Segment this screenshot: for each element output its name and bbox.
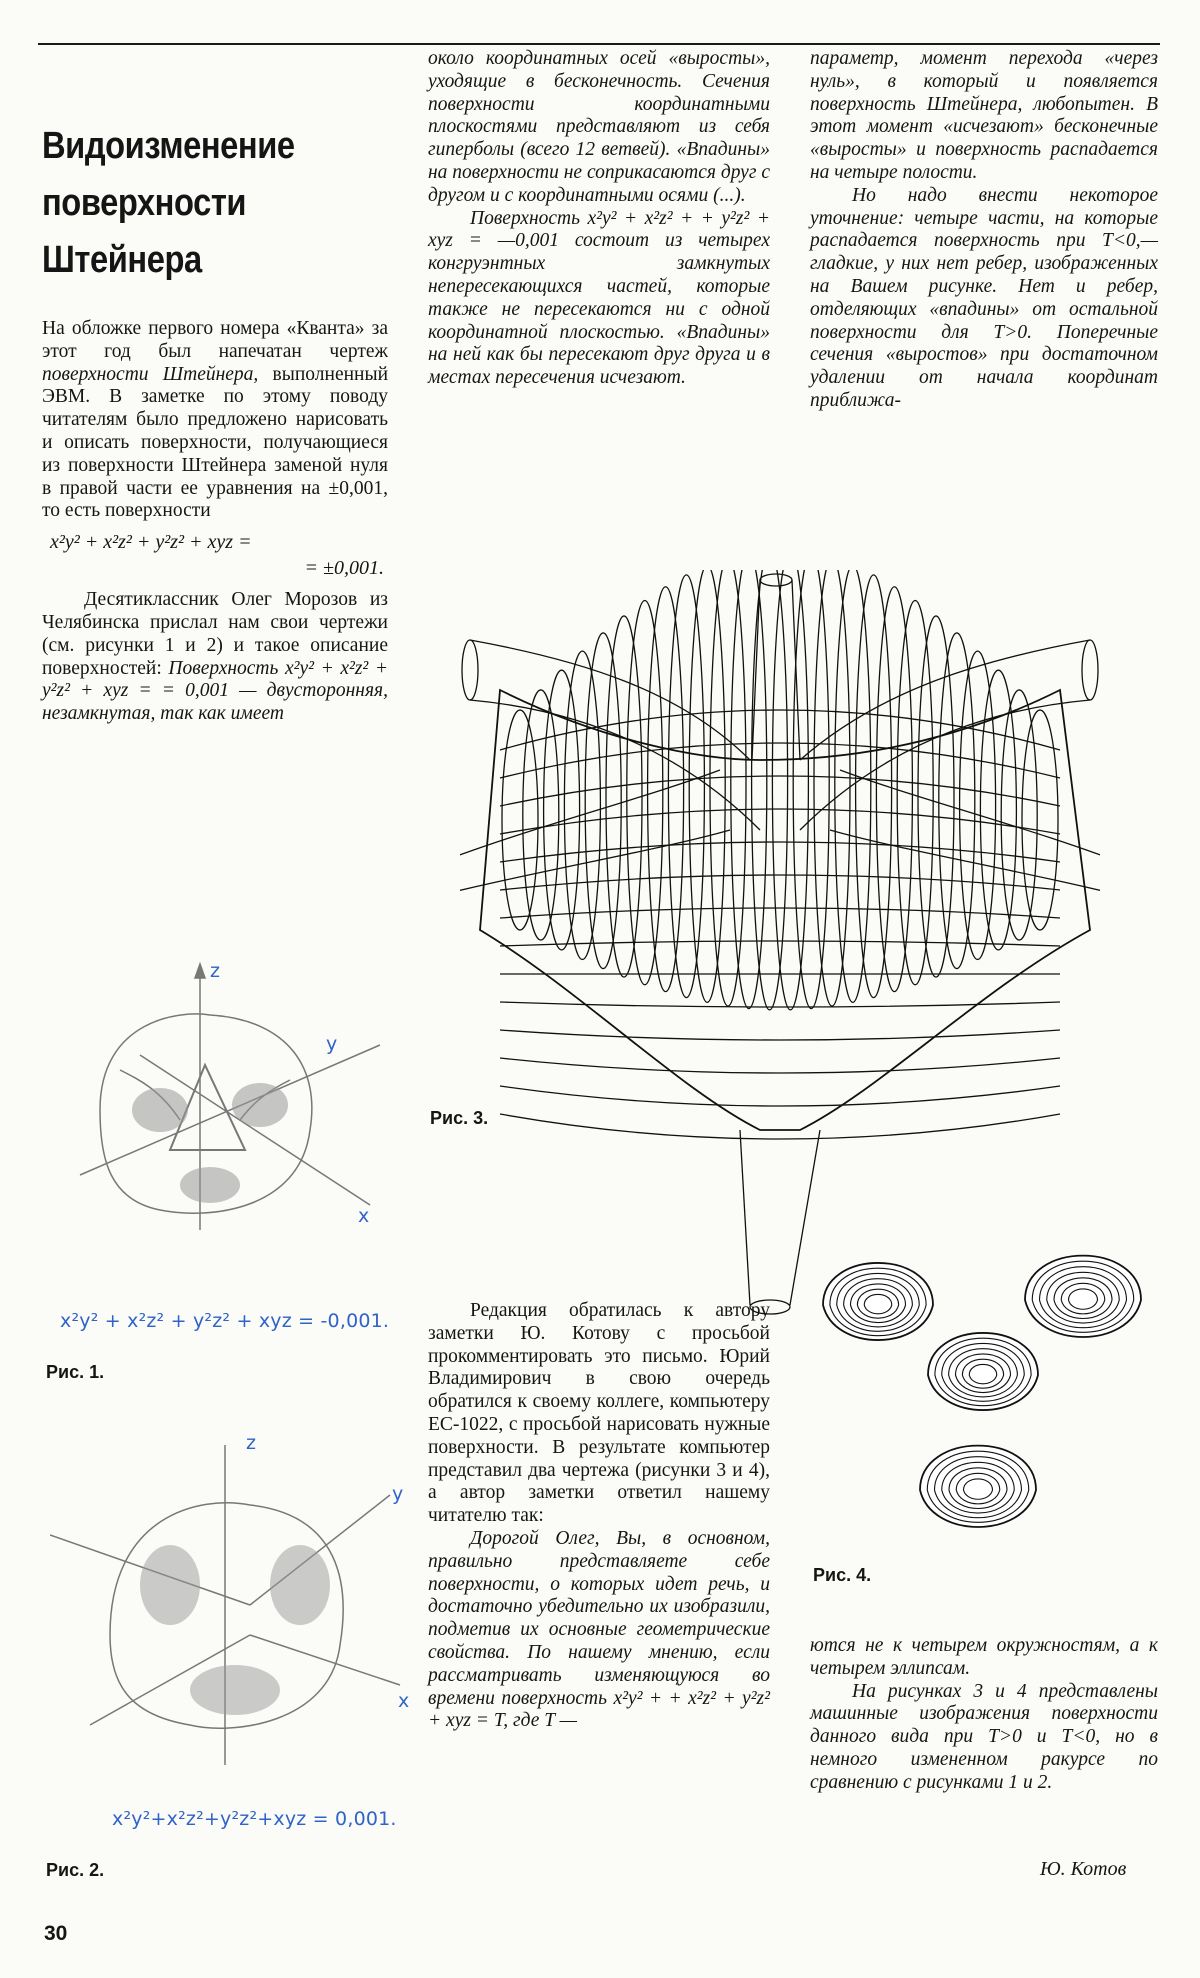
- fig1-axis-z-label: z: [210, 960, 221, 982]
- fig2-caption: Рис. 2.: [46, 1860, 105, 1880]
- fig2-equation: x²y²+x²z²+y²z²+xyz = 0,001.: [112, 1808, 397, 1830]
- column-3-bottom: [810, 1635, 1158, 1795]
- col1-p2-text: Десятиклассник Олег Морозов из Челябинска прислал нам свои чертежи (см. рисунки 1 и 2) и такое описание поверхностей:: [42, 589, 388, 679]
- column-1: [42, 318, 388, 726]
- col1-p1-italic: поверхности Штейнера,: [42, 363, 259, 385]
- col2-paragraph-3: Редакция обратилась к автору заметки Ю. Котову с просьбой прокомментировать это письмо. Юрий Владимирович в свою очередь обратился к своему коллеге, компьютеру ЕС-1022, с просьбой нарисовать нужные поверхности. В результате компьютер представил два чертежа (рисунки 3 и 4), а автор заметки ответил нашему читателю так:: [428, 1300, 770, 1527]
- fig2-axis-z-label: z: [246, 1432, 257, 1454]
- col2-paragraph-1: около координатных осей «выросты», уходящие в бесконечность. Сечения поверхности координатными плоскостями представляют из себя гиперболы (всего 12 ветвей). «Впадины» на поверхности не соприкасаются друг с другом и с координатными осями (...).: [428, 48, 770, 206]
- author-signature: Ю. Котов: [1040, 1858, 1127, 1880]
- figure-2-sketch: [50, 1435, 410, 1785]
- col2-paragraph-4: Дорогой Олег, Вы, в основном, правильно представляете себе поверхности, о которых идет речь, и достаточно убедительно их изобразили, подметив их основные геометрические свойства. По нашему мнению, если рассматривать изменяющуюся во времени поверхность x²y² + + x²z² + y²z² + xyz = T, где T —: [428, 1527, 770, 1732]
- fig1-axis-y-label: y: [326, 1033, 338, 1055]
- fig4-caption: Рис. 4.: [813, 1565, 872, 1585]
- fig3-caption: Рис. 3.: [430, 1108, 489, 1128]
- column-2-bottom: [428, 1300, 770, 1733]
- formula-block: [50, 529, 388, 581]
- fig1-equation: x²y² + x²z² + y²z² + xyz = -0,001.: [60, 1310, 390, 1332]
- figure-1-sketch: [60, 960, 400, 1250]
- fig1-caption: Рис. 1.: [46, 1362, 105, 1382]
- figure-3-drawing: [460, 570, 1100, 1320]
- top-rule: [38, 43, 1160, 45]
- col3-paragraph-1: параметр, момент перехода «через нуль», в который и появляется поверхность Штейнера, любопытен. В этот момент «исчезают» бесконечные «выросты» и поверхность распадается на четыре полости.: [810, 48, 1158, 183]
- col1-p1-text: На обложке первого номера «Кванта» за этот год был напечатан чертеж: [42, 318, 388, 362]
- col3-paragraph-2: Но надо внести некоторое уточнение: четыре части, на которые распадается поверхность при T<0,— гладкие, у них нет ребер, изображенных на Вашем рисунке. Нет и ребер, отделяющих «впадины» от остальной поверхности для T>0. Поперечные сечения «выростов» при достаточном удалении от начала координат приближа-: [810, 184, 1158, 411]
- col1-paragraph-1: [42, 318, 388, 523]
- article-title: Видоизменение поверхности Штейнера: [42, 125, 295, 281]
- formula-line-1: x²y² + x²z² + y²z² + xyz =: [50, 531, 252, 554]
- col1-paragraph-2: [42, 589, 388, 726]
- col1-p2-italic: Поверхность x²y² + x²z² + y²z² + xyz = = 0,001 — двусторонняя, незамкнутая, так как имеет: [42, 657, 388, 725]
- col3-paragraph-3: ются не к четырем окружностям, а к четырем эллипсам.: [810, 1635, 1158, 1679]
- col1-p1-end: выполненный ЭВМ. В заметке по этому поводу читателям было предложено нарисовать и описать поверхности, получающиеся из поверхности Штейнера заменой нуля в правой части ее уравнения на ±0,001, то есть поверхности: [42, 363, 389, 522]
- formula-line-2: = ±0,001.: [304, 557, 384, 580]
- column-2-top: [428, 48, 770, 390]
- col3-paragraph-4: На рисунках 3 и 4 представлены машинные изображения поверхности данного вида при T>0 и T<0, но в немного измененном ракурсе по сравнению с рисунками 1 и 2.: [810, 1680, 1158, 1793]
- figure-4-drawing: [818, 1245, 1158, 1545]
- fig2-axis-y-label: y: [392, 1483, 404, 1505]
- col2-paragraph-2: Поверхность x²y² + x²z² + + y²z² + xyz = —0,001 состоит из четырех конгруэнтных замкнутых непересекающихся частей, которые также не пересекаются ни с одной координатной плоскостью. «Впадины» на ней как бы пересекают друг друга и в местах пересечения исчезают.: [428, 207, 770, 389]
- fig2-axis-x-label: x: [398, 1690, 410, 1712]
- page-number: 30: [44, 1922, 68, 1945]
- fig1-axis-x-label: x: [358, 1205, 370, 1227]
- column-3-top: [810, 48, 1158, 413]
